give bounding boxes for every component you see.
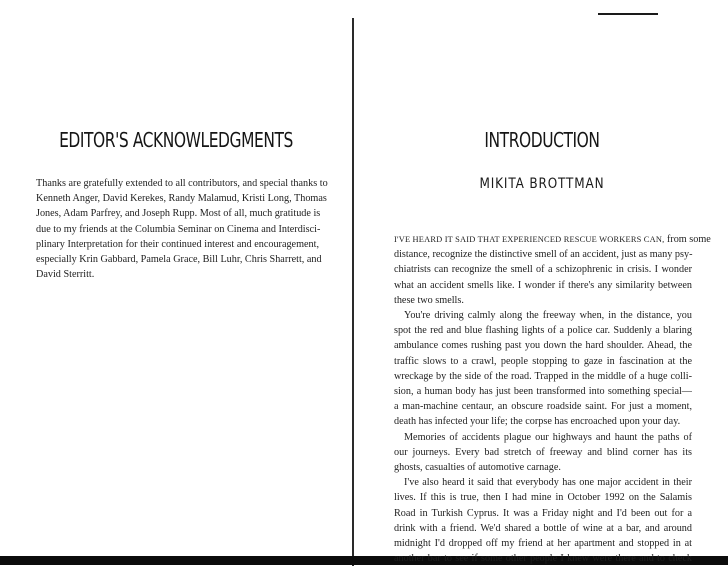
text-line: Memories of accidents plague our highways and haunt the paths of: [404, 431, 692, 443]
page-gutter: [352, 18, 354, 566]
text-line: a man-machine centaur, an obscure roadside saint. For just a moment,: [394, 401, 692, 413]
text-line: plinary Interpretation for their continued interest and encouragement,: [36, 238, 319, 250]
text-line: chiatrists can recognize the smell of a schizophrenic in crisis. I wonder: [394, 264, 692, 276]
text-line: Road in Turkish Cyprus. It was a Friday night and I'd been out for a: [394, 507, 692, 519]
introduction-body: [394, 232, 711, 566]
text-line: traffic slows to a crawl, people stopping to gaze in fascination at the: [394, 355, 692, 367]
introduction-title: INTRODUCTION: [484, 128, 600, 152]
opening-line: [394, 232, 711, 247]
text-line: Kenneth Anger, David Kerekes, Randy Malamud, Kristi Long, Thomas: [36, 193, 327, 205]
acknowledgments-title: EDITOR'S ACKNOWLEDGMENTS: [59, 128, 293, 152]
text-line: distance, recognize the distinctive smell of an accident, just as many psy-: [394, 249, 693, 261]
corner-rule: [598, 13, 658, 15]
author-name: MIKITA BROTTMAN: [479, 176, 605, 192]
text-line: death has infected your life; the corpse has encroached upon your day.: [394, 416, 681, 428]
text-line: sion, a human body has just been transformed into something special—: [394, 386, 692, 398]
text-line: due to my friends at the Columbia Seminar on Cinema and Interdisci-: [36, 223, 321, 235]
text-line: Thanks are gratefully extended to all contributors, and special thanks to: [36, 178, 328, 189]
text-line: spot the red and blue flashing lights of a police car. Suddenly a blaring: [394, 325, 692, 337]
text-line: these two smells.: [394, 294, 464, 306]
text-line: Jones, Adam Parfrey, and Joseph Rupp. Most of all, much gratitude is: [36, 208, 321, 220]
text-line: drink with a friend. We'd shared a bottle of wine at a bar, and around: [394, 522, 692, 534]
text-line: ambulance comes rushing past you down the hard shoulder. Ahead, the: [394, 340, 692, 352]
acknowledgments-body: [36, 176, 328, 282]
text-line: You're driving calmly along the freeway when, in the distance, you: [404, 310, 692, 322]
text-line: lives. If this is true, then I had mine in October 1992 on the Salamis: [394, 492, 692, 504]
text-line: another bar to see if some other people I knew were there and to check: [394, 553, 692, 565]
opening-rest: from some: [664, 234, 711, 245]
text-line: our journeys. Every bad stretch of freeway and blind corner has its: [394, 446, 692, 458]
text-line: what an accident smells like. I wonder if there's any similarity between: [394, 279, 692, 291]
text-line: David Sterritt.: [36, 269, 95, 281]
text-line: I've also heard it said that everybody has one major accident in their: [404, 477, 692, 489]
text-line: especially Krin Gabbard, Pamela Grace, Bill Luhr, Chris Sharrett, and: [36, 254, 322, 266]
opening-smallcaps: I'VE HEARD IT SAID THAT EXPERIENCED RESCUE WORKERS CAN,: [394, 235, 665, 244]
text-line: midnight I'd dropped off my friend at her apartment and stopped in at: [394, 538, 692, 550]
text-line: ghosts, casualties of automotive carnage.: [394, 462, 561, 474]
text-line: wreckage by the side of the road. Trapped in the middle of a huge colli-: [394, 370, 692, 382]
